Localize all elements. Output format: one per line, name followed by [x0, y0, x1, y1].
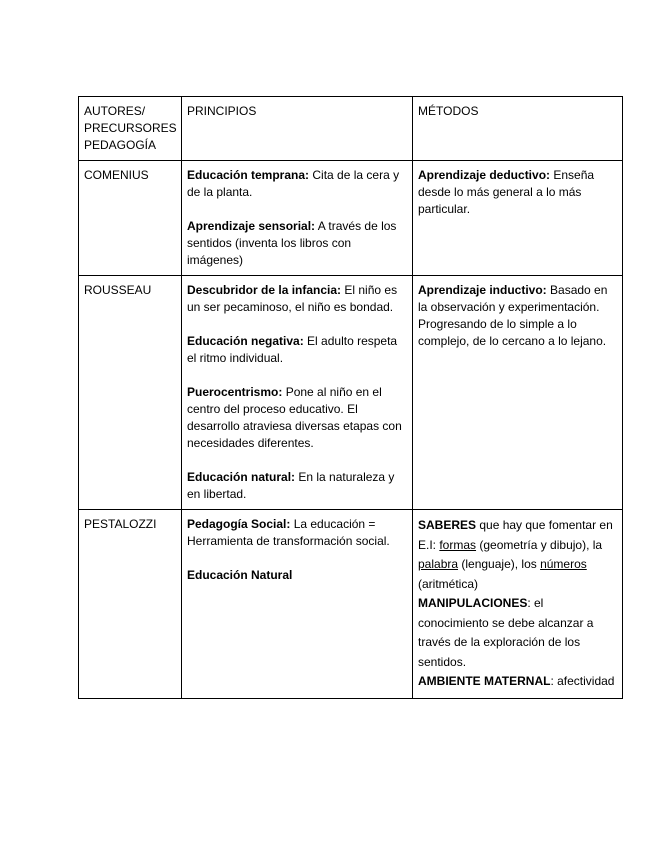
principles-cell — [182, 276, 413, 510]
principle-text: Cita de la cera y de la planta. — [187, 168, 400, 199]
saberes-text-4: (aritmética) — [418, 576, 479, 591]
method-title: Aprendizaje inductivo: — [418, 283, 547, 297]
method-title: Aprendizaje deductivo: — [418, 168, 551, 182]
header-row — [79, 97, 623, 161]
principle-item — [187, 469, 407, 503]
principle-text: Pone al niño en el centro del proceso educativo. El desarrollo atraviesa diversas etapas con necesidades diferentes. — [187, 385, 402, 450]
ambiente-text: : afectividad — [550, 674, 615, 688]
method-item — [418, 167, 617, 218]
principle-item — [187, 167, 407, 201]
principle-item — [187, 516, 407, 550]
principle-title: Descubridor de la infancia: — [187, 283, 342, 297]
pedagogy-table — [78, 96, 623, 699]
principle-item — [187, 384, 407, 452]
header-authors-line2: PRECURSORES — [84, 121, 177, 135]
methods-cell — [413, 276, 623, 510]
methods-cell — [413, 161, 623, 276]
principle-text: La educación = Herramienta de transformación social. — [187, 517, 390, 548]
saberes-palabra: palabra — [418, 557, 459, 571]
ambiente-title: AMBIENTE MATERNAL — [418, 674, 551, 688]
method-item — [418, 282, 617, 350]
methods-cell — [413, 510, 623, 699]
principle-title: Educación Natural — [187, 568, 293, 582]
table-row — [79, 510, 623, 699]
method-manipulaciones — [418, 594, 617, 672]
saberes-text-2: (geometría y dibujo), la — [476, 537, 603, 552]
principle-item — [187, 282, 407, 316]
header-authors-line1: AUTORES/ — [84, 104, 146, 118]
method-text: Enseña desde lo más general a lo más particular. — [418, 168, 595, 216]
saberes-text-3: (lenguaje), los — [458, 557, 541, 571]
saberes-formas: formas — [439, 537, 477, 552]
method-ambiente — [418, 672, 617, 692]
method-text: Basado en la observación y experimentación. Progresando de lo simple a lo complejo, de lo cercano a lo lejano. — [418, 283, 608, 348]
principle-text: A través de los sentidos (inventa los libros con imágenes) — [187, 219, 397, 267]
saberes-text-1: que hay que fomentar en E.I: — [418, 518, 613, 552]
author-cell: ROUSSEAU — [79, 276, 182, 510]
table-row — [79, 161, 623, 276]
principle-title: Educación negativa: — [187, 334, 304, 348]
principle-title: Pedagogía Social: — [187, 517, 291, 531]
principle-title: Puerocentrismo: — [187, 385, 283, 399]
manipulaciones-title: MANIPULACIONES — [418, 596, 528, 610]
header-authors — [79, 97, 182, 161]
header-principles: PRINCIPIOS — [182, 97, 413, 161]
author-cell: COMENIUS — [79, 161, 182, 276]
principles-cell — [182, 510, 413, 699]
principle-text: El adulto respeta el ritmo individual. — [187, 334, 398, 365]
header-authors-line3: PEDAGOGÍA — [84, 138, 157, 152]
principle-item — [187, 333, 407, 367]
principle-text: En la naturaleza y en libertad. — [187, 470, 395, 501]
method-saberes — [418, 516, 617, 594]
principle-title: Educación natural: — [187, 470, 296, 484]
saberes-numeros: números — [540, 557, 587, 571]
principle-item — [187, 567, 407, 584]
table-row — [79, 276, 623, 510]
principle-item — [187, 218, 407, 269]
principle-title: Aprendizaje sensorial: — [187, 219, 316, 233]
principles-cell — [182, 161, 413, 276]
principle-text: El niño es un ser pecaminoso, el niño es bondad. — [187, 283, 398, 314]
principle-title: Educación temprana: — [187, 168, 310, 182]
saberes-title: SABERES — [418, 518, 477, 532]
header-methods: MÉTODOS — [413, 97, 623, 161]
manipulaciones-text: : el conocimiento se debe alcanzar a través de la exploración de los sentidos. — [418, 596, 594, 669]
author-cell: PESTALOZZI — [79, 510, 182, 699]
